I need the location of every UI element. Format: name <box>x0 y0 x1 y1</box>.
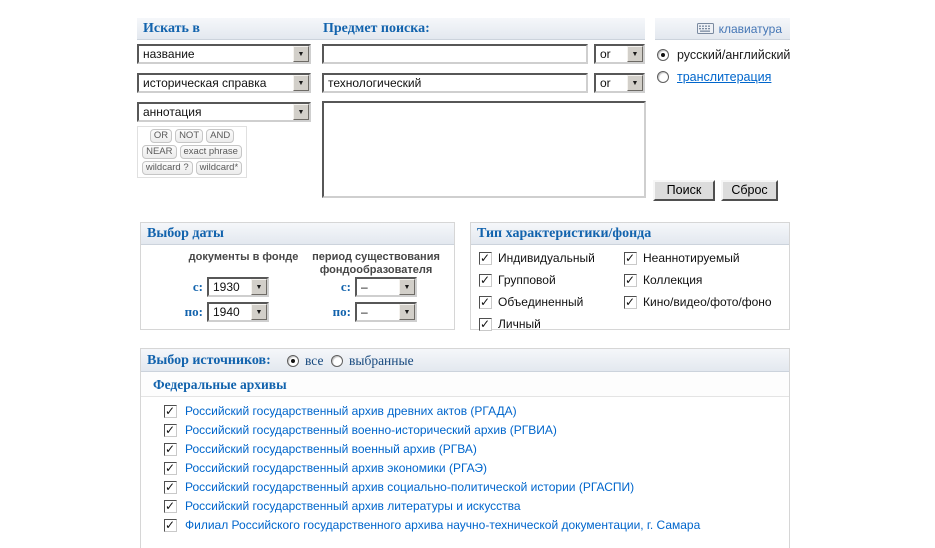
type-label: Неаннотируемый <box>643 251 740 265</box>
archive-item-rgvia[interactable] <box>164 422 557 438</box>
keyboard-label: клавиатура <box>718 21 782 36</box>
federal-archives-header: Федеральные архивы <box>141 372 789 397</box>
select-value: or <box>600 76 611 90</box>
archive-link[interactable]: Российский государственный военно-исторический архив (РГВИА) <box>185 423 557 437</box>
type-option-group[interactable] <box>479 271 556 289</box>
transliteration-link[interactable]: транслитерация <box>677 70 772 84</box>
select-value: – <box>361 305 368 319</box>
reset-button[interactable]: Сброс <box>721 180 778 201</box>
type-label: Личный <box>498 317 541 331</box>
docs-in-fond-label: документы в фонде <box>188 251 299 263</box>
operator-row <box>138 145 246 159</box>
type-label: Объединенный <box>498 295 584 309</box>
type-option-individual[interactable] <box>479 249 595 267</box>
checkbox-icon[interactable] <box>164 462 177 475</box>
checkbox-icon[interactable] <box>479 296 492 309</box>
label-line: период существования <box>312 251 440 263</box>
checkbox-icon[interactable] <box>624 252 637 265</box>
archive-link[interactable]: Российский государственный архив древних актов (РГАДА) <box>185 404 517 418</box>
checkbox-icon[interactable] <box>164 500 177 513</box>
lang-option-russian-english[interactable] <box>657 48 790 62</box>
select-value: историческая справка <box>143 76 267 90</box>
checkbox-icon[interactable] <box>624 274 637 287</box>
sources-mode-all[interactable] <box>287 353 323 369</box>
select-value: 1930 <box>213 280 240 294</box>
checkbox-icon[interactable] <box>164 405 177 418</box>
sources-header-label: Выбор источников: <box>147 352 271 368</box>
fond-type-header <box>471 223 789 245</box>
radio-icon[interactable] <box>657 49 669 61</box>
search-header-bar <box>137 18 645 40</box>
search-in-header: Искать в <box>143 21 200 36</box>
sources-mode-selected[interactable] <box>331 353 414 369</box>
fond-type-header-label: Тип характеристики/фонда <box>477 226 652 241</box>
creator-to-select[interactable] <box>355 302 417 322</box>
type-label: Кино/видео/фото/фоно <box>643 295 772 309</box>
radio-icon[interactable] <box>331 355 343 367</box>
chevron-down-icon[interactable] <box>293 104 309 120</box>
sources-header-bar <box>141 349 789 372</box>
select-value: – <box>361 280 368 294</box>
sources-box <box>140 348 790 548</box>
select-value: or <box>600 47 611 61</box>
op-and-button[interactable]: AND <box>206 129 234 143</box>
chevron-down-icon[interactable] <box>627 75 643 91</box>
op-or-button[interactable]: OR <box>150 129 172 143</box>
select-value: 1940 <box>213 305 240 319</box>
archive-link[interactable]: Филиал Российского государственного архива научно-технической документации, г. Самара <box>185 518 701 532</box>
checkbox-icon[interactable] <box>164 443 177 456</box>
archive-link[interactable]: Российский государственный архив экономики (РГАЭ) <box>185 461 488 475</box>
date-selection-box <box>140 222 455 330</box>
from-label: с: <box>192 279 203 294</box>
operator-row <box>138 161 246 175</box>
checkbox-icon[interactable] <box>479 318 492 331</box>
from-label: с: <box>340 279 351 294</box>
chevron-down-icon[interactable] <box>399 279 415 295</box>
query-textarea[interactable] <box>322 101 646 198</box>
chevron-down-icon[interactable] <box>251 279 267 295</box>
checkbox-icon[interactable] <box>164 424 177 437</box>
chevron-down-icon[interactable] <box>627 46 643 62</box>
archive-item-samara-branch[interactable] <box>164 517 700 533</box>
fond-type-box <box>470 222 790 330</box>
type-option-collection[interactable] <box>624 271 702 289</box>
chevron-down-icon[interactable] <box>293 46 309 62</box>
checkbox-icon[interactable] <box>479 252 492 265</box>
archive-link[interactable]: Российский государственный военный архив (РГВА) <box>185 442 477 456</box>
archive-item-rgae[interactable] <box>164 460 487 476</box>
keyboard-icon <box>697 23 714 34</box>
archive-item-rgaspi[interactable] <box>164 479 634 495</box>
creator-from-select[interactable] <box>355 277 417 297</box>
archive-item-rgali[interactable] <box>164 498 521 514</box>
keyboard-link[interactable] <box>697 22 782 36</box>
search-field-select-3[interactable] <box>137 102 311 122</box>
date-header-label: Выбор даты <box>147 226 224 241</box>
lang-option-transliteration[interactable] <box>657 70 771 84</box>
lang-label: русский/английский <box>677 48 791 62</box>
search-button[interactable]: Поиск <box>653 180 715 201</box>
fond-creator-period-label <box>301 251 451 277</box>
op-wildcard-star-button[interactable]: wildcard* <box>196 161 243 175</box>
label-line: фондообразователя <box>319 264 433 276</box>
radio-icon[interactable] <box>287 355 299 367</box>
operator-buttons-box <box>137 126 247 178</box>
select-value: название <box>143 47 195 61</box>
select-value: аннотация <box>143 105 202 119</box>
archive-item-rgva[interactable] <box>164 441 477 457</box>
to-label: по: <box>184 304 203 319</box>
search-field-select-2[interactable] <box>137 73 311 93</box>
chevron-down-icon[interactable] <box>293 75 309 91</box>
type-option-unannotated[interactable] <box>624 249 740 267</box>
chevron-down-icon[interactable] <box>251 304 267 320</box>
search-subject-header: Предмет поиска: <box>323 21 430 36</box>
archive-link[interactable]: Российский государственный архив социально-политической истории (РГАСПИ) <box>185 480 635 494</box>
checkbox-icon[interactable] <box>164 519 177 532</box>
type-option-media[interactable] <box>624 293 772 311</box>
type-label: Коллекция <box>643 273 703 287</box>
op-near-button[interactable]: NEAR <box>142 145 176 159</box>
query-input-2[interactable] <box>322 73 588 93</box>
to-label: по: <box>332 304 351 319</box>
op-not-button[interactable]: NOT <box>175 129 203 143</box>
type-label: Групповой <box>498 273 556 287</box>
docs-from-select[interactable] <box>207 277 269 297</box>
docs-to-select[interactable] <box>207 302 269 322</box>
op-exact-phrase-button[interactable]: exact phrase <box>180 145 242 159</box>
type-label: Индивидуальный <box>498 251 595 265</box>
op-wildcard-q-button[interactable]: wildcard ? <box>142 161 193 175</box>
checkbox-icon[interactable] <box>479 274 492 287</box>
radio-icon[interactable] <box>657 71 669 83</box>
chevron-down-icon[interactable] <box>399 304 415 320</box>
type-option-personal[interactable] <box>479 315 541 333</box>
search-field-select-1[interactable] <box>137 44 311 64</box>
checkbox-icon[interactable] <box>624 296 637 309</box>
mode-label: выбранные <box>349 353 414 368</box>
operator-row <box>138 129 246 143</box>
date-box-header <box>141 223 454 245</box>
checkbox-icon[interactable] <box>164 481 177 494</box>
type-option-united[interactable] <box>479 293 583 311</box>
bool-select-2[interactable] <box>594 73 645 93</box>
query-input-1[interactable] <box>322 44 588 64</box>
keyboard-bar <box>655 18 790 40</box>
mode-label: все <box>305 353 324 368</box>
archive-item-rgada[interactable] <box>164 403 517 419</box>
archive-link[interactable]: Российский государственный архив литературы и искусства <box>185 499 521 513</box>
bool-select-1[interactable] <box>594 44 645 64</box>
